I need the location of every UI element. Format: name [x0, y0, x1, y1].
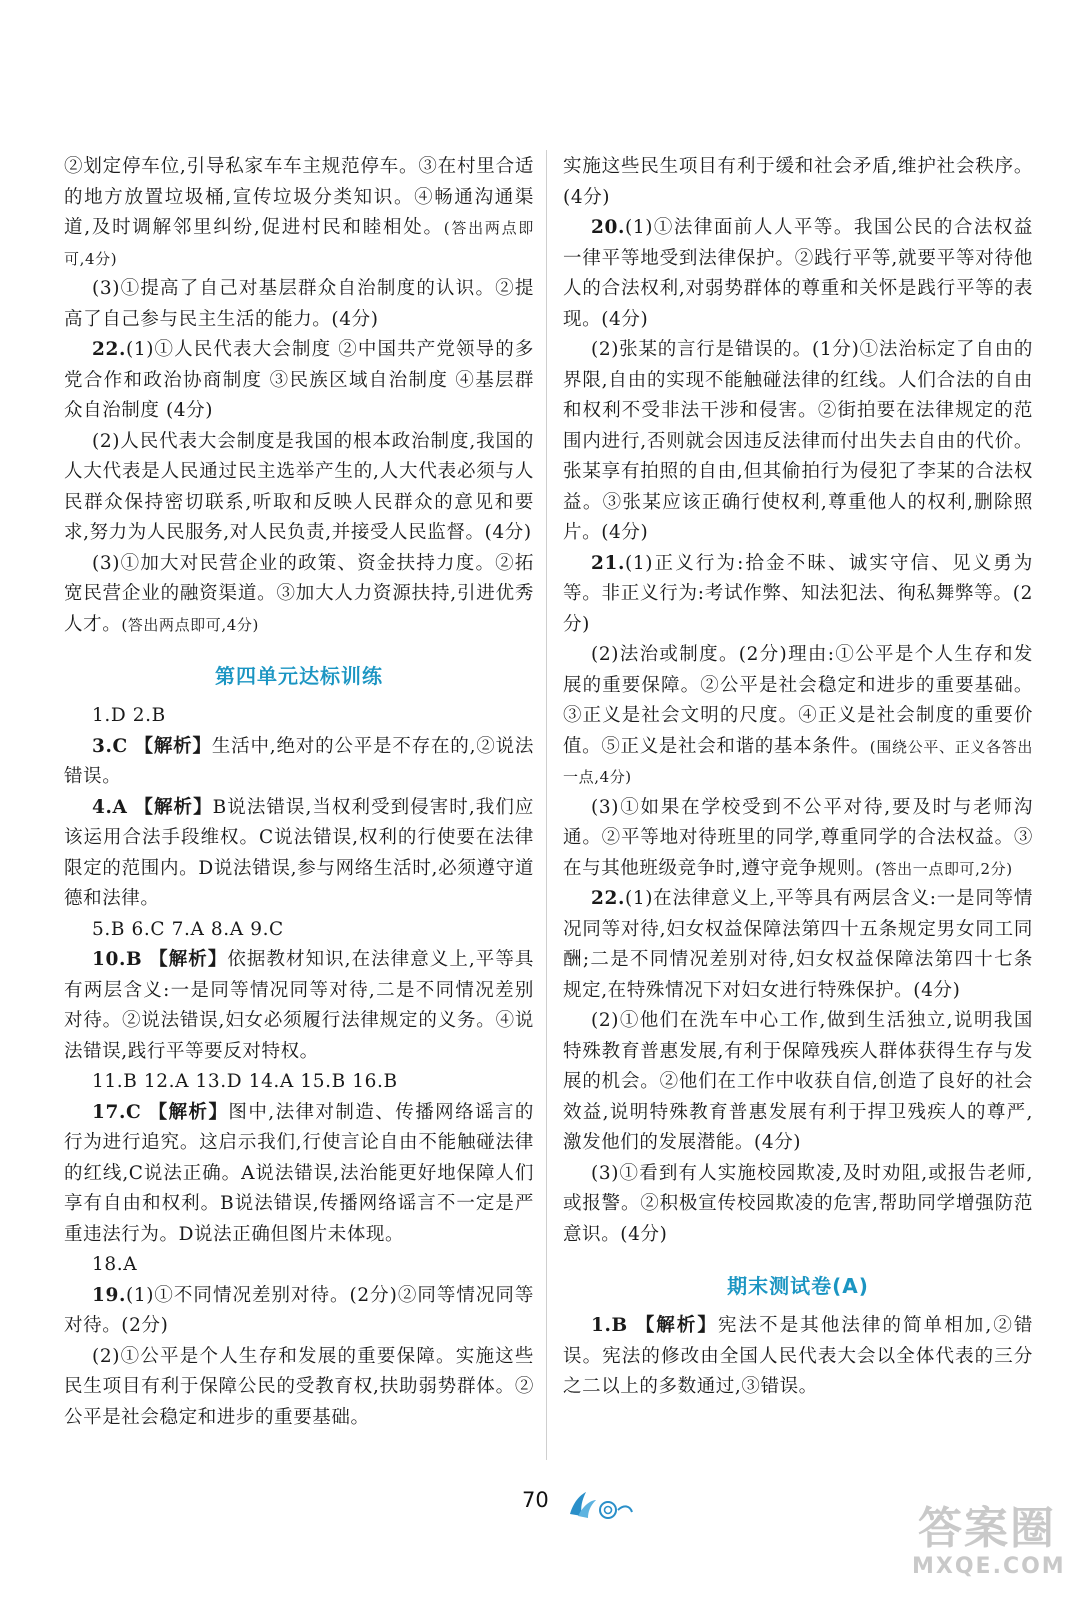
answer-4: 4.A 【解析】B说法错误,当权利受到侵害时,我们应该运用合法手段维权。C说法错误,权利的行使要在法律限定的范围内。D说法错误,参与网络生活时,必须遵守道德和法律。 — [64, 796, 534, 909]
answer-q22-part2: (2)人民代表大会制度是我国的根本政治制度,我国的人大代表是人民通过民主选举产生的,人大代表必须与人民群众保持密切联系,听取和反映人民群众的意见和要求,努力为人民服务,对人民负责,并接受人民监督。(4分) — [64, 430, 534, 543]
column-divider — [546, 150, 547, 1460]
answer-q22-part3: (3)①看到有人实施校园欺凌,及时劝阻,或报告老师,或报警。②积极宣传校园欺凌的危害,帮助同学增强防范意识。(4分) — [563, 1162, 1033, 1245]
watermark-main: 答案圈 — [918, 1503, 1056, 1554]
answer-line: 18.A — [92, 1254, 138, 1275]
answer-1: 1.B 【解析】宪法不是其他法律的简单相加,②错误。宪法的修改由全国人民代表大会以全体代表的三分之二以上的多数通过,③错误。 — [563, 1315, 1033, 1397]
page-ornament-icon — [566, 1488, 636, 1522]
answer-paragraph: ②划定停车位,引导私家车车主规范停车。③在村里合适的地方放置垃圾桶,宣传垃圾分类知识。④畅通沟通渠道,及时调解邻里纠纷,促进村民和睦相处。(答出两点即可,4分) — [64, 156, 535, 268]
answer-q22-part3: (3)①加大对民营企业的政策、资金扶持力度。②拓宽民营企业的融资渠道。③加大人力资源扶持,引进优秀人才。(答出两点即可,4分) — [64, 552, 534, 635]
page-number: 70 — [522, 1488, 549, 1512]
answer-17: 17.C 【解析】图中,法律对制造、传播网络谣言的行为进行追究。这启示我们,行使言论自由不能触碰法律的红线,C说法正确。A说法错误,法治能更好地保障人们享有自由和权利。B说法错误,传播网络谣言不一定是严重违法行为。D说法正确但图片未体现。 — [64, 1101, 534, 1245]
watermark-sub: MXQE.COM — [912, 1554, 1066, 1579]
answer-q22-part1: 22.(1)①人民代表大会制度 ②中国共产党领导的多党合作和政治协商制度 ③民族区域自治制度 ④基层群众自治制度 (4分) — [64, 339, 534, 421]
answer-q20-part2: (2)张某的言行是错误的。(1分)①法治标定了自由的界限,自由的实现不能触碰法律的红线。人们合法的自由和权利不受非法干涉和侵害。②街拍要在法律规定的范围内进行,否则就会因违反法律而付出失去自由的代价。张某享有拍照的自由,但其偷拍行为侵犯了李某的合法权益。③张某应该正确行使权利,尊重他人的权利,删除照片。(4分) — [563, 339, 1033, 543]
answer-19-part1: 19.(1)①不同情况差别对待。(2分)②同等情况同等对待。(2分) — [64, 1284, 534, 1336]
watermark-logo — [912, 1503, 1066, 1590]
answer-q21-part1: 21.(1)正义行为:拾金不昧、诚实守信、见义勇为等。非正义行为:考试作弊、知法犯法、徇私舞弊等。(2分) — [563, 552, 1033, 635]
answer-3: 3.C 【解析】生活中,绝对的公平是不存在的,②说法错误。 — [64, 735, 535, 787]
answer-q20-part1: 20.(1)①法律面前人人平等。我国公民的合法权益一律平等地受到法律保护。②践行平等,就要平等对待他人的合法权利,对弱势群体的尊重和关怀是践行平等的表现。(4分) — [563, 217, 1033, 330]
answer-q21-part2: (2)法治或制度。(2分)理由:①公平是个人生存和发展的重要保障。②公平是社会稳定和进步的重要基础。③正义是社会文明的尺度。④正义是社会制度的重要价值。⑤正义是社会和谐的基本条件。(围绕公平、正义各答出一点,4分) — [563, 644, 1033, 786]
right-column — [563, 152, 1033, 1403]
left-column — [64, 152, 534, 1433]
answer-line: 1.D 2.B — [92, 705, 166, 726]
section-title: 期末测试卷(A) — [727, 1274, 869, 1298]
answer-line: 5.B 6.C 7.A 8.A 9.C — [92, 918, 284, 940]
answer-q22-part1: 22.(1)在法律意义上,平等具有两层含义:一是同等情况同等对待,妇女权益保障法第四十五条规定男女同工同酬;二是不同情况差别对待,妇女权益保障法第四十七条规定,在特殊情况下对妇女进行特殊保护。(4分) — [563, 888, 1033, 1001]
section-title: 第四单元达标训练 — [215, 664, 383, 688]
answer-paragraph: (3)①提高了自己对基层群众自治制度的认识。②提高了自己参与民主生活的能力。(4分) — [64, 278, 534, 330]
answer-q22-part2: (2)①他们在洗车中心工作,做到生活独立,说明我国特殊教育普惠发展,有利于保障残疾人群体获得生存与发展的机会。②他们在工作中收获自信,创造了良好的社会效益,说明特殊教育普惠发展有利于捍卫残疾人的尊严,激发他们的发展潜能。(4分) — [563, 1010, 1033, 1153]
answer-19-part2: (2)①公平是个人生存和发展的重要保障。实施这些民生项目有利于保障公民的受教育权,扶助弱势群体。②公平是社会稳定和进步的重要基础。 — [64, 1345, 534, 1428]
answer-paragraph: 实施这些民生项目有利于缓和社会矛盾,维护社会秩序。(4分) — [563, 156, 1033, 208]
answer-line: 11.B 12.A 13.D 14.A 15.B 16.B — [92, 1071, 398, 1092]
answer-q21-part3: (3)①如果在学校受到不公平对待,要及时与老师沟通。②平等地对待班里的同学,尊重同学的合法权益。③在与其他班级竞争时,遵守竞争规则。(答出一点即可,2分) — [563, 796, 1033, 879]
answer-10: 10.B 【解析】依据教材知识,在法律意义上,平等具有两层含义:一是同等情况同等对待,二是不同情况差别对待。②说法错误,妇女必须履行法律规定的义务。④说法错误,践行平等要反对特权。 — [64, 949, 535, 1062]
